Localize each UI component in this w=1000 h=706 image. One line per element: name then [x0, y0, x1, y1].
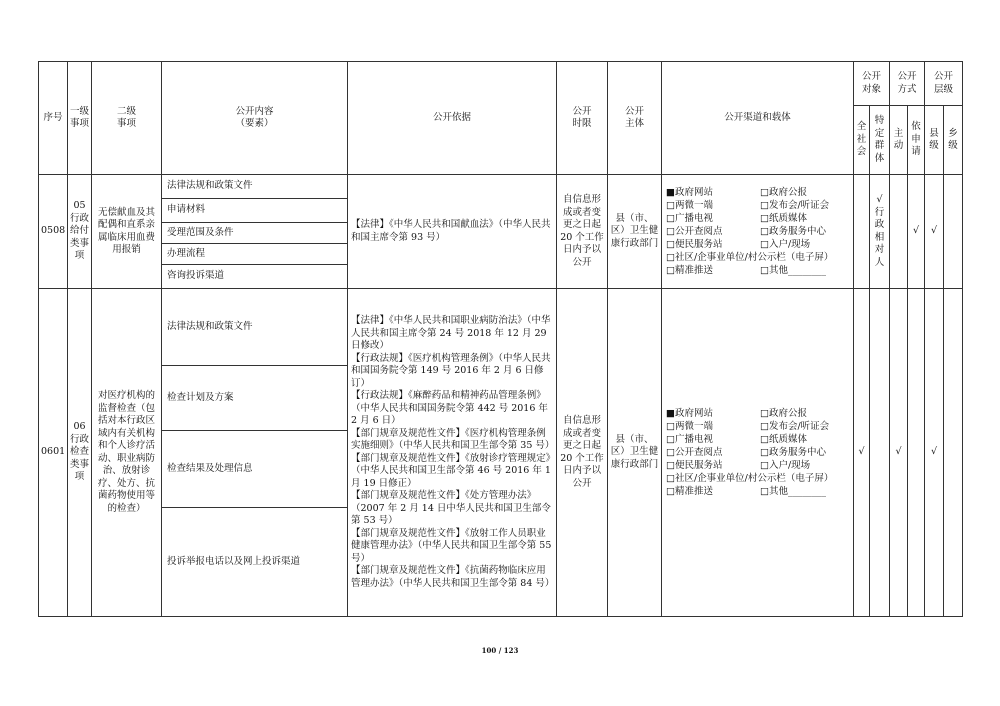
header-content: 公开内容 （要素）	[162, 62, 348, 175]
row-level1: 06行政检查类事项	[68, 289, 92, 617]
mark-method-request	[908, 289, 925, 617]
mark-level-county: √	[925, 289, 944, 617]
header-level1: 一级事项	[68, 62, 92, 175]
channel-item: □纸质媒体	[760, 213, 807, 224]
row-time-limit: 自信息形成或者变更之日起 20 个工作日内予以公开	[557, 175, 608, 289]
channel-item: □入户/现场	[760, 239, 811, 250]
header-level2: 二级 事项	[92, 62, 162, 175]
basis-item: 【部门规章及规范性文件】《放射工作人员职业健康管理办法》（中华人民共和国卫生部令第 55 号）	[351, 527, 552, 564]
mark-level-township	[944, 175, 963, 289]
header-target-group: 公开 对象	[854, 62, 890, 106]
channel-item: □其他________	[760, 486, 826, 497]
content-item: 申请材料	[162, 199, 348, 223]
header-seq: 序号	[39, 62, 68, 175]
row-basis: 【法律】《中华人民共和国献血法》（中华人民共和国主席令第 93 号）	[348, 175, 557, 289]
header-level-group: 公开 层级	[925, 62, 963, 106]
basis-item: 【行政法规】《医疗机构管理条例》（中华人民共和国国务院令第 149 号 2016 年 2 月 6 日修订）	[351, 352, 551, 389]
header-level-township: 乡级	[944, 106, 963, 175]
basis-item: 【部门规章及规范性文件】《处方管理办法》（2007 年 2 月 14 日中华人民共和国卫生部令第 53 号）	[351, 490, 551, 526]
header-target-society: 全社会	[854, 106, 870, 175]
content-item: 投诉举报电话以及网上投诉渠道	[162, 508, 348, 617]
header-method-group: 公开 方式	[890, 62, 925, 106]
basis-item: 【部门规章及规范性文件】《抗菌药物临床应用管理办法》（中华人民共和国卫生部令第 84 号）	[351, 565, 555, 589]
channel-item: ■政府网站	[666, 408, 713, 419]
mark-level-county: √	[925, 175, 944, 289]
header-subject: 公开 主体	[608, 62, 662, 175]
basis-item: 【部门规章及规范性文件】《放射诊疗管理规定》（中华人民共和国卫生部令第 46 号 2016 年 1 月 19 日修正）	[351, 452, 551, 489]
channel-item: □政务服务中心	[760, 226, 826, 237]
channel-item: □入户/现场	[760, 460, 811, 471]
mark-target-specific	[870, 289, 890, 617]
channel-item: □政府公报	[760, 408, 807, 419]
row-level2: 无偿献血及其配偶和直系亲属临床用血费用报销	[92, 175, 162, 289]
channel-item: □公开查阅点	[666, 447, 723, 458]
row-subject: 县（市、区）卫生健康行政部门	[608, 289, 662, 617]
mark-method-request: √	[908, 175, 925, 289]
row-level1: 05行政给付类事项	[68, 175, 92, 289]
channel-item: □便民服务站	[666, 239, 723, 250]
channel-item: □精准推送	[666, 486, 713, 497]
header-channels: 公开渠道和载体	[662, 62, 854, 175]
header-method-active: 主动	[890, 106, 908, 175]
content-item: 检查计划及方案	[162, 366, 348, 431]
channel-item: □广播电视	[666, 434, 713, 445]
content-item: 咨询投诉渠道	[162, 265, 348, 289]
channel-item: □政务服务中心	[760, 447, 826, 458]
mark-target-society	[854, 175, 870, 289]
page-number: 100 / 123	[481, 646, 519, 655]
disclosure-table	[38, 61, 963, 617]
row-channels	[662, 289, 854, 617]
row-basis	[348, 289, 557, 617]
channel-item: □社区/企事业单位/村公示栏（电子屏）	[666, 473, 834, 484]
row-seq: 0601	[39, 289, 68, 617]
channel-item: □其他________	[760, 265, 826, 276]
row-level2: 对医疗机构的监督检查（包括对本行政区域内有关机构和个人诊疗活动、职业病防治、放射诊疗、处方、抗菌药物使用等的检查）	[92, 289, 162, 617]
channel-item: □社区/企事业单位/村公示栏（电子屏）	[666, 252, 834, 263]
channel-item: □两微一端	[666, 200, 713, 211]
header-level-county: 县级	[925, 106, 944, 175]
mark-target-society: √	[854, 289, 870, 617]
channel-item: □政府公报	[760, 187, 807, 198]
channel-item: □发布会/听证会	[760, 421, 830, 432]
channel-item: □纸质媒体	[760, 434, 807, 445]
mark-level-township	[944, 289, 963, 617]
mark-method-active: √	[890, 289, 908, 617]
channel-item: □便民服务站	[666, 460, 723, 471]
header-basis: 公开依据	[348, 62, 557, 175]
channel-item: □精准推送	[666, 265, 713, 276]
channel-item: ■政府网站	[666, 187, 713, 198]
basis-item: 【行政法规】《麻醉药品和精神药品管理条例》（中华人民共和国国务院令第 442 号 2016 年 2 月 6 日）	[351, 390, 548, 426]
header-target-specific: 特定群体	[870, 106, 890, 175]
basis-item: 【法律】《中华人民共和国职业病防治法》（中华人民共和国主席令第 24 号 2018 年 12 月 29 日修改）	[351, 315, 551, 351]
row-time-limit: 自信息形成或者变更之日起 20 个工作日内予以公开	[557, 289, 608, 617]
channel-item: □公开查阅点	[666, 226, 723, 237]
content-item: 法律法规和政策文件	[162, 289, 348, 366]
mark-method-active	[890, 175, 908, 289]
content-item: 受理范围及条件	[162, 223, 348, 244]
basis-item: 【部门规章及规范性文件】《医疗机构管理条例实施细则》（中华人民共和国卫生部令第 35 号）	[351, 427, 555, 451]
channel-item: □广播电视	[666, 213, 713, 224]
channel-item: □发布会/听证会	[760, 200, 830, 211]
header-time-limit: 公开 时限	[557, 62, 608, 175]
mark-target-specific: √行政相对人	[870, 175, 890, 289]
row-subject: 县（市、区）卫生健康行政部门	[608, 175, 662, 289]
header-method-request: 依申请	[908, 106, 925, 175]
channel-item: □两微一端	[666, 421, 713, 432]
row-seq: 0508	[39, 175, 68, 289]
row-channels	[662, 175, 854, 289]
content-item: 法律法规和政策文件	[162, 175, 348, 199]
content-item: 办理流程	[162, 244, 348, 265]
content-item: 检查结果及处理信息	[162, 431, 348, 508]
